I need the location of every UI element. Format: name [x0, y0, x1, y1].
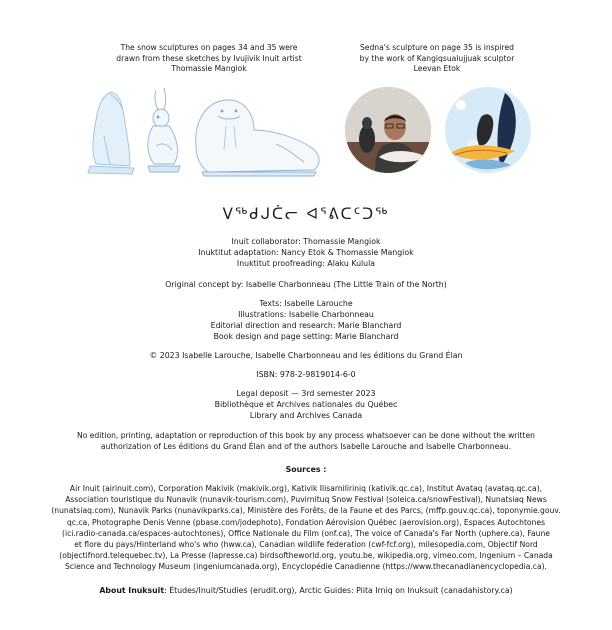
sources-heading: Sources : — [285, 465, 327, 474]
legal-deposit: Legal deposit — 3rd semester 2023 — [236, 389, 376, 398]
source-line: (ici.radio-canada.ca/espaces-autochtones), Office Nationale du Film (onf.ca), The voice of Canada's Far North (uphere.ca), Faune — [62, 528, 550, 538]
original-concept: Original concept by: Isabelle Charbonneau (The Little Train of the North) — [165, 280, 447, 289]
walrus-sketch-icon — [196, 100, 319, 176]
source-line: (nunatsiaq.com), Nunavik Parks (nunavikparks.ca), Ministère des Forêts, de la Faune et des Parcs, (mffp.gouv.qc.ca), toponymie.gouv. — [51, 506, 561, 516]
about-label: About Inuksuit — [99, 586, 165, 595]
source-line: (objectifnord.telequebec.tv), La Presse (lapresse.ca) birdsoftheworld.org, youtu.be, wikipedia.org, vimeo.com, Ingenium – Canada — [59, 551, 553, 561]
hare-sketch-icon — [148, 88, 180, 172]
caption-line: Sedna's sculpture on page 35 is inspired — [359, 43, 514, 52]
legal-line: Library and Archives Canada — [249, 411, 363, 420]
sketch-caption — [96, 43, 322, 75]
caption-line: Leevan Etok — [413, 64, 461, 73]
credit-line: Illustrations: Isabelle Charbonneau — [238, 310, 374, 319]
caption-line: Thomassie Mangiok — [171, 64, 247, 73]
source-line: Association touristique du Nunavik (nunavik-tourism.com), Puvirnituq Snow Festival (soleica.ca/snowFestival), Nunatsiaq News — [65, 495, 547, 505]
copyright: © 2023 Isabelle Larouche, Isabelle Charbonneau and les éditions du Grand Élan — [149, 351, 463, 360]
sources-list — [40, 483, 572, 573]
caption-line: The snow sculptures on pages 34 and 35 were — [120, 43, 298, 52]
rights-notice — [52, 430, 560, 452]
source-line: Air Inuit (airinuit.com), Corporation Makivik (makivik.org), Kativik Ilisarniliriniq (kativik.qc.ca), Institut Avataq (avataq.qc.ca), — [69, 484, 543, 493]
syllabic-title: ᐯᖅᑯᒍᑖᓕ ᐊᕐᕕᑕᑦᑐᖅ — [222, 205, 390, 223]
rights-line: authorization of Les éditions du Grand Élan and of the authors Isabelle Larouche and Isabelle Charbonneau. — [100, 442, 512, 452]
credit-line: Texts: Isabelle Larouche — [259, 299, 353, 308]
credit-line: Inuktitut proofreading: Alaku Kulula — [236, 259, 376, 268]
sedna-sculpture-illustration — [445, 87, 531, 173]
isbn: ISBN: 978-2-9819014-6-0 — [256, 370, 356, 379]
credit-line: Editorial direction and research: Marie Blanchard — [210, 321, 402, 330]
snow-sculpture-sketches — [76, 86, 328, 178]
bird-sketch-icon — [88, 92, 134, 174]
legal-line: Bibliothèque et Archives nationales du Québec — [214, 400, 398, 409]
source-line: Science and Technology Museum (ingeniumcanada.org), Encyclopédie Canadienne (https://www.thecanadianencyclopedia.ca). — [65, 562, 547, 572]
credit-line: Inuktitut adaptation: Nancy Etok & Thomassie Mangiok — [198, 248, 414, 257]
about-inuksuit — [0, 586, 612, 597]
rights-line: No edition, printing, adaptation or reproduction of this book by any process whatsoever can be done without the written — [77, 431, 535, 440]
sculptor-photo — [345, 87, 431, 173]
source-line: et flore du pays/Hinterland who's who (hww.ca), Canadian wildlife federation (cwf-fcf.org), milesopedia.com, Objectif Nord — [74, 540, 538, 550]
credit-line: Book design and page setting: Marie Blanchard — [213, 332, 399, 341]
caption-line: drawn from these sketches by Ivujivik Inuit artist — [116, 53, 302, 63]
caption-line: by the work of Kangiqsualujjuak sculptor — [359, 53, 515, 63]
source-line: qc.ca, Photographe Denis Venne (pbase.com/jodephoto), Fondation Aérovision Québec (aerovision.org), Espaces Autochtones — [66, 517, 546, 527]
sculpture-caption — [337, 43, 537, 75]
about-text: : Études/Inuit/Studies (erudit.org), Arctic Guides: Piita Irniq on Inuksuit (canadahistory.ca) — [164, 586, 513, 595]
credit-line: Inuit collaborator: Thomassie Mangiok — [231, 237, 381, 246]
